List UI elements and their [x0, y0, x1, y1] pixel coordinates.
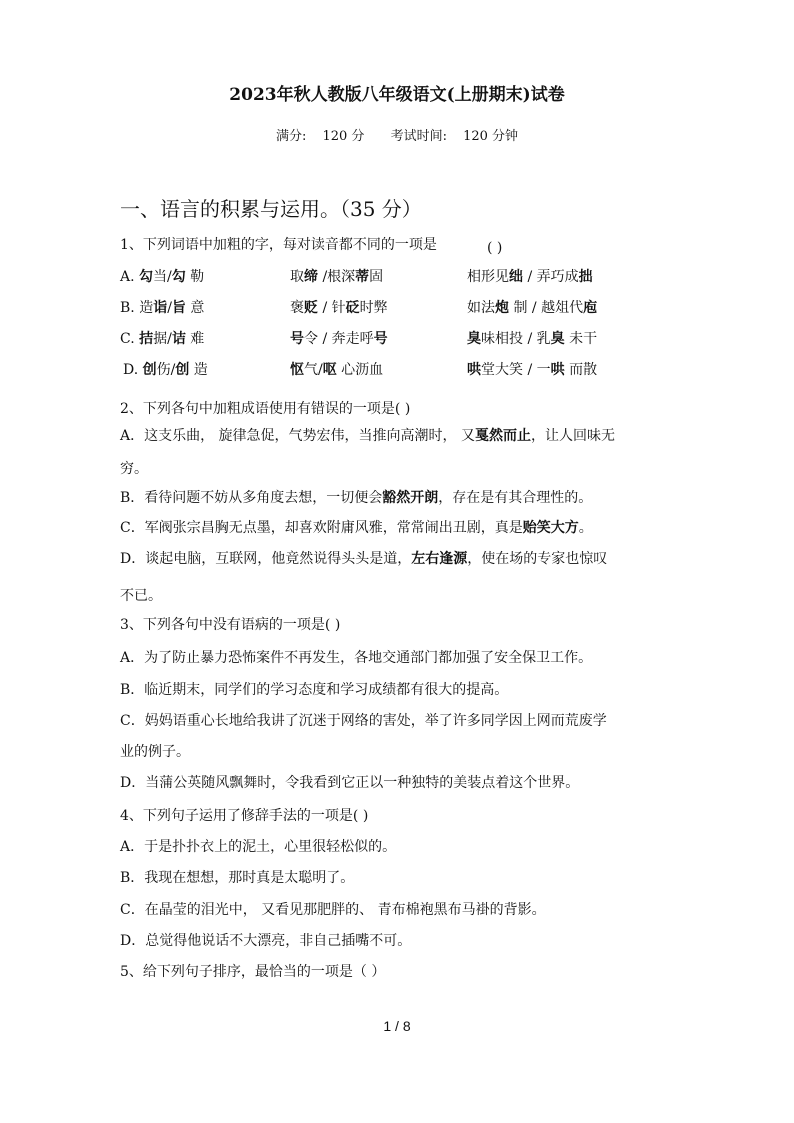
question-1-row-4-col-1: D. 创伤/创 造: [123, 362, 208, 378]
question-3-stem: 3、下列各句中没有语病的一项是( ): [120, 617, 341, 633]
question-4-stem: 4、下列句子运用了修辞手法的一项是( ): [120, 808, 369, 824]
question-2-option-c: C．军阀张宗昌胸无点墨，却喜欢附庸风雅，常常闹出丑剧，真是贻笑大方。: [120, 520, 593, 536]
question-1-row-2-col-2: 褒贬 / 针砭时弊: [290, 300, 388, 316]
question-1-row-1-col-3: 相形见绌 / 弄巧成拙: [467, 269, 593, 285]
question-4-option-d: D．总觉得他说话不大漂亮，非自己插嘴不可。: [120, 933, 412, 949]
question-2-option-d-cont: 不已。: [120, 588, 162, 604]
page-number: 1 / 8: [383, 1018, 411, 1034]
question-1-row-2-col-1: B. 造诣/旨 意: [120, 300, 205, 316]
full-score-label: 满分:: [275, 129, 307, 144]
question-4-option-b: B．我现在想想，那时真是太聪明了。: [120, 870, 355, 886]
question-2-option-a: A．这支乐曲， 旋律急促，气势宏伟，当推向高潮时， 又戛然而止，让人回味无: [120, 428, 616, 444]
question-3-option-a: A．为了防止暴力恐怖案件不再发生，各地交通部门都加强了安全保卫工作。: [120, 650, 593, 666]
question-1-row-3-col-2: 号令 / 奔走呼号: [290, 331, 388, 347]
full-score-value: 120 分: [322, 129, 365, 144]
question-1-row-1-col-2: 取缔 /根深蒂固: [290, 269, 384, 285]
question-5-stem: 5、给下列句子排序，最恰当的一项是（ ）: [120, 964, 386, 980]
question-1-row-4-col-3: 哄堂大笑 / 一哄 而散: [467, 362, 598, 378]
question-2-option-b: B．看待问题不妨从多角度去想，一切便会豁然开朗，存在是有其合理性的。: [120, 490, 593, 506]
exam-meta: [0, 125, 794, 144]
question-2-option-a-cont: 穷。: [120, 461, 148, 477]
time-label: 考试时间:: [390, 129, 447, 144]
question-3-option-c-cont: 业的例子。: [120, 744, 190, 760]
section-heading: 一、语言的积累与运用。（35 分）: [120, 197, 422, 221]
question-1-row-1-col-1: A. 勾当/勾 勒: [120, 269, 205, 285]
question-3-option-d: D．当蒲公英随风飘舞时，令我看到它正以一种独特的美装点着这个世界。: [120, 775, 580, 791]
question-1-row-3-col-3: 臭味相投 / 乳臭 未干: [467, 331, 598, 347]
question-4-option-c: C．在晶莹的泪光中， 又看见那肥胖的、 青布棉袍黑布马褂的背影。: [120, 902, 546, 918]
question-4-option-a: A．于是扑扑衣上的泥土，心里很轻松似的。: [120, 839, 397, 855]
page-title: 2023年秋人教版八年级语文(上册期末)试卷: [229, 85, 565, 105]
question-1-row-2-col-3: 如法炮 制 / 越俎代庖: [467, 300, 598, 316]
question-1-row-4-col-2: 怄气/呕 心沥血: [290, 362, 384, 378]
question-1-answer-paren: ( ): [487, 240, 503, 256]
time-value: 120 分钟: [463, 129, 519, 144]
question-1-row-3-col-1: C. 拮据/诘 难: [120, 331, 205, 347]
question-3-option-c: C．妈妈语重心长地给我讲了沉迷于网络的害处，举了许多同学因上网而荒废学: [120, 713, 607, 729]
question-1-stem: 1、下列词语中加粗的字，每对读音都不同的一项是: [120, 237, 437, 253]
question-2-stem: 2、下列各句中加粗成语使用有错误的一项是( ): [120, 401, 411, 417]
question-3-option-b: B．临近期末，同学们的学习态度和学习成绩都有很大的提高。: [120, 682, 509, 698]
question-2-option-d: D．谈起电脑，互联网，他竟然说得头头是道，左右逢源，使在场的专家也惊叹: [120, 551, 608, 567]
